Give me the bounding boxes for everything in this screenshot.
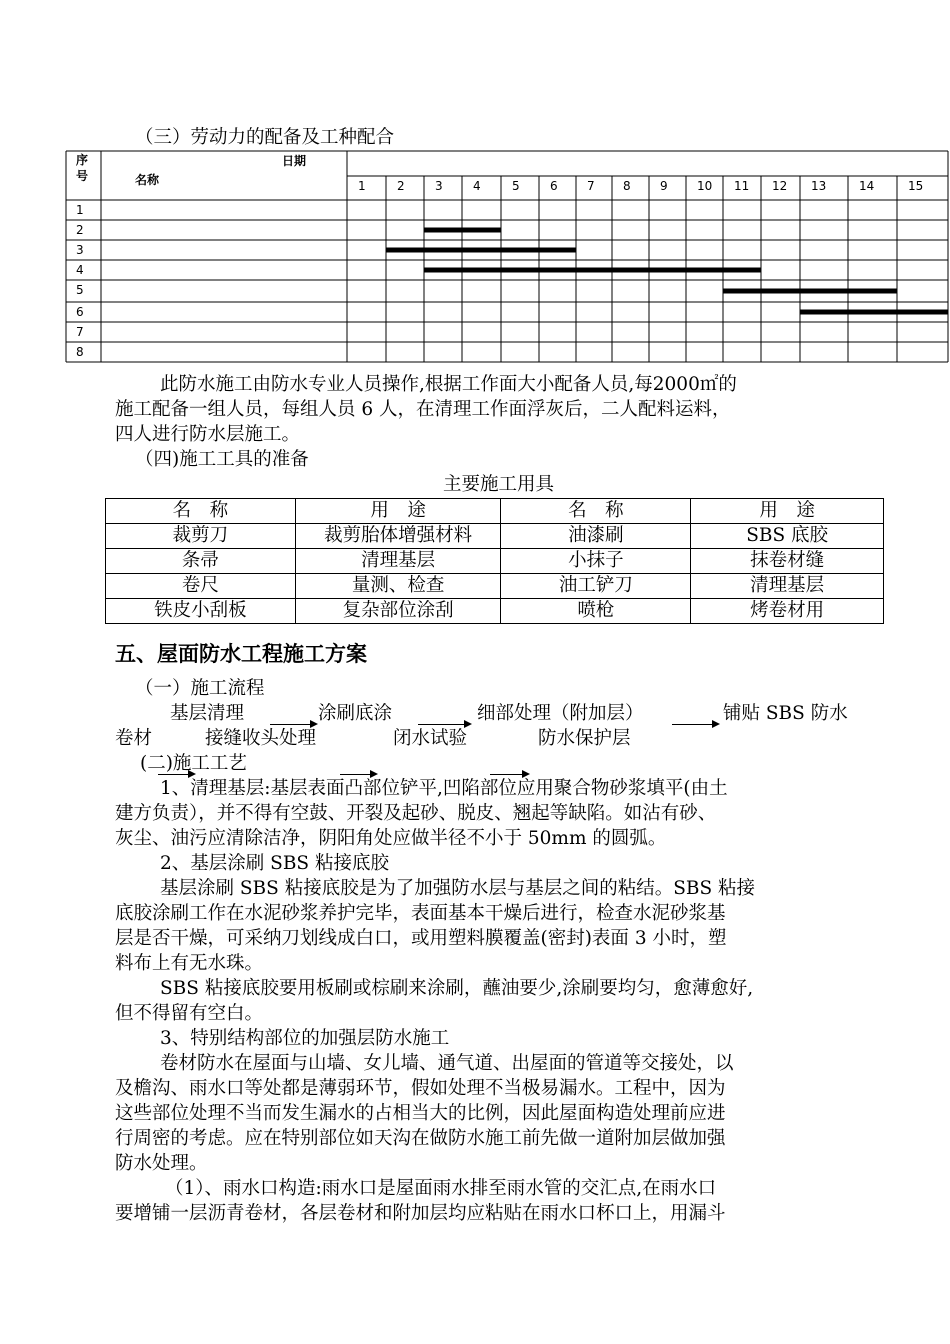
flow-arrow-icon <box>418 724 470 725</box>
labor-para-line3: 四人进行防水层施工。 <box>115 424 301 445</box>
flow-step: 防水保护层 <box>538 728 631 749</box>
tools-header-cell: 用 途 <box>691 499 884 524</box>
flow-arrow-icon <box>158 774 194 775</box>
table-cell: 抹卷材缝 <box>691 549 884 574</box>
day-label: 1 <box>358 179 366 193</box>
tools-header-cell: 用 途 <box>295 499 501 524</box>
day-label: 13 <box>811 179 827 193</box>
day-label: 12 <box>772 179 788 193</box>
table-cell: 清理基层 <box>295 549 501 574</box>
flow-step: 基层清理 <box>170 703 245 724</box>
day-label: 11 <box>734 179 750 193</box>
table-cell: 油工铲刀 <box>501 574 691 599</box>
table-cell: 条帚 <box>106 549 296 574</box>
table-row <box>106 599 884 624</box>
labor-schedule-table <box>0 0 950 370</box>
body-line: 料布上有无水珠。 <box>115 953 264 974</box>
table-cell: 复杂部位涂刮 <box>295 599 501 624</box>
flow-step: 闭水试验 <box>393 728 468 749</box>
flow-arrow-icon <box>270 724 316 725</box>
flow-step: 涂刷底涂 <box>318 703 393 724</box>
day-label: 14 <box>859 179 875 193</box>
day-label: 6 <box>550 179 558 193</box>
table-cell: 清理基层 <box>691 574 884 599</box>
row-number: 5 <box>76 283 84 297</box>
table-cell: 裁剪刀 <box>106 524 296 549</box>
day-label: 9 <box>660 179 668 193</box>
day-label: 3 <box>435 179 443 193</box>
table-cell: 裁剪胎体增强材料 <box>295 524 501 549</box>
body-line: 3、特别结构部位的加强层防水施工 <box>160 1028 450 1049</box>
day-label: 15 <box>908 179 924 193</box>
body-line: 基层涂刷 SBS 粘接底胶是为了加强防水层与基层之间的粘结。SBS 粘接 <box>160 878 756 899</box>
body-line: 这些部位处理不当而发生漏水的占相当大的比例，因此屋面构造处理前应进 <box>115 1103 726 1124</box>
row-number: 2 <box>76 223 84 237</box>
flow-step: 接缝收头处理 <box>205 728 317 749</box>
table-row <box>106 524 884 549</box>
body-line: 层是否干燥，可采纳刀划线成白口，或用塑料膜覆盖(密封)表面 3 小时，塑 <box>115 928 727 949</box>
body-line: 建方负责），并不得有空鼓、开裂及起砂、脱皮、翘起等缺陷。如沾有砂、 <box>115 803 717 824</box>
flow-arrow-icon <box>672 724 718 725</box>
body-line: 要增铺一层沥青卷材，各层卷材和附加层均应粘贴在雨水口杯口上，用漏斗 <box>115 1203 726 1224</box>
day-label: 8 <box>623 179 631 193</box>
flow-arrow-icon <box>340 774 376 775</box>
body-line: 2、基层涂刷 SBS 粘接底胶 <box>160 853 389 874</box>
section4-title: （四)施工工具的准备 <box>135 449 309 470</box>
table-cell: 卷尺 <box>106 574 296 599</box>
tools-caption: 主要施工用具 <box>443 474 555 495</box>
day-label: 5 <box>512 179 520 193</box>
craft-title: (二)施工工艺 <box>140 753 247 774</box>
day-label: 7 <box>587 179 595 193</box>
flow-step: 细部处理（附加层） <box>477 703 644 724</box>
body-line: 防水处理。 <box>115 1153 208 1174</box>
labor-para-line1: 此防水施工由防水专业人员操作,根据工作面大小配备人员,每2000㎡的 <box>160 374 737 395</box>
body-line: 灰尘、油污应清除洁净，阴阳角处应做半径不小于 50mm 的圆弧。 <box>115 828 667 849</box>
row-number: 6 <box>76 305 84 319</box>
table-cell: 烤卷材用 <box>691 599 884 624</box>
labor-para-line2: 施工配备一组人员，每组人员 6 人，在清理工作面浮灰后，二人配料运料， <box>115 399 731 420</box>
body-line: 行周密的考虑。应在特别部位如天沟在做防水施工前先做一道附加层做加强 <box>115 1128 726 1149</box>
flow-title: （一）施工流程 <box>135 678 265 699</box>
day-label: 10 <box>697 179 713 193</box>
row-number: 3 <box>76 243 84 257</box>
section5-heading: 五、屋面防水工程施工方案 <box>115 642 367 666</box>
body-line: 卷材防水在屋面与山墙、女儿墙、通气道、出屋面的管道等交接处，以 <box>160 1053 734 1074</box>
seq-header: 序 <box>76 153 89 167</box>
table-row <box>106 574 884 599</box>
body-line: 底胶涂刷工作在水泥砂浆养护完毕，表面基本干燥后进行，检查水泥砂浆基 <box>115 903 726 924</box>
row-number: 7 <box>76 325 84 339</box>
table-cell: SBS 底胶 <box>691 524 884 549</box>
tools-table <box>105 498 884 624</box>
table-cell: 量测、检查 <box>295 574 501 599</box>
name-header: 名称 <box>135 173 160 187</box>
seq-header: 号 <box>76 169 89 183</box>
row-number: 8 <box>76 345 84 359</box>
day-label: 4 <box>473 179 481 193</box>
tools-header-cell: 名 称 <box>106 499 296 524</box>
flow-step: 卷材 <box>115 728 153 749</box>
row-number: 4 <box>76 263 84 277</box>
body-line: （1）、雨水口构造:雨水口是屋面雨水排至雨水管的交汇点,在雨水口 <box>165 1178 717 1199</box>
day-label: 2 <box>397 179 405 193</box>
body-line: SBS 粘接底胶要用板刷或棕刷来涂刷，蘸油要少,涂刷要均匀，愈薄愈好, <box>160 978 754 999</box>
table-cell: 铁皮小刮板 <box>106 599 296 624</box>
body-line: 但不得留有空白。 <box>115 1003 264 1024</box>
table-cell: 喷枪 <box>501 599 691 624</box>
tools-header-cell: 名 称 <box>501 499 691 524</box>
table-cell: 小抹子 <box>501 549 691 574</box>
flow-step: 铺贴 SBS 防水 <box>723 703 848 724</box>
flow-arrow-icon <box>490 774 528 775</box>
section3-title: （三）劳动力的配备及工种配合 <box>135 127 395 148</box>
date-header: 日期 <box>282 154 307 168</box>
table-cell: 油漆刷 <box>501 524 691 549</box>
tools-header-row <box>106 499 884 524</box>
body-line: 1、清理基层:基层表面凸部位铲平,凹陷部位应用聚合物砂浆填平(由土 <box>160 778 728 799</box>
table-row <box>106 549 884 574</box>
body-line: 及檐沟、雨水口等处都是薄弱环节，假如处理不当极易漏水。工程中，因为 <box>115 1078 726 1099</box>
row-number: 1 <box>76 203 84 217</box>
